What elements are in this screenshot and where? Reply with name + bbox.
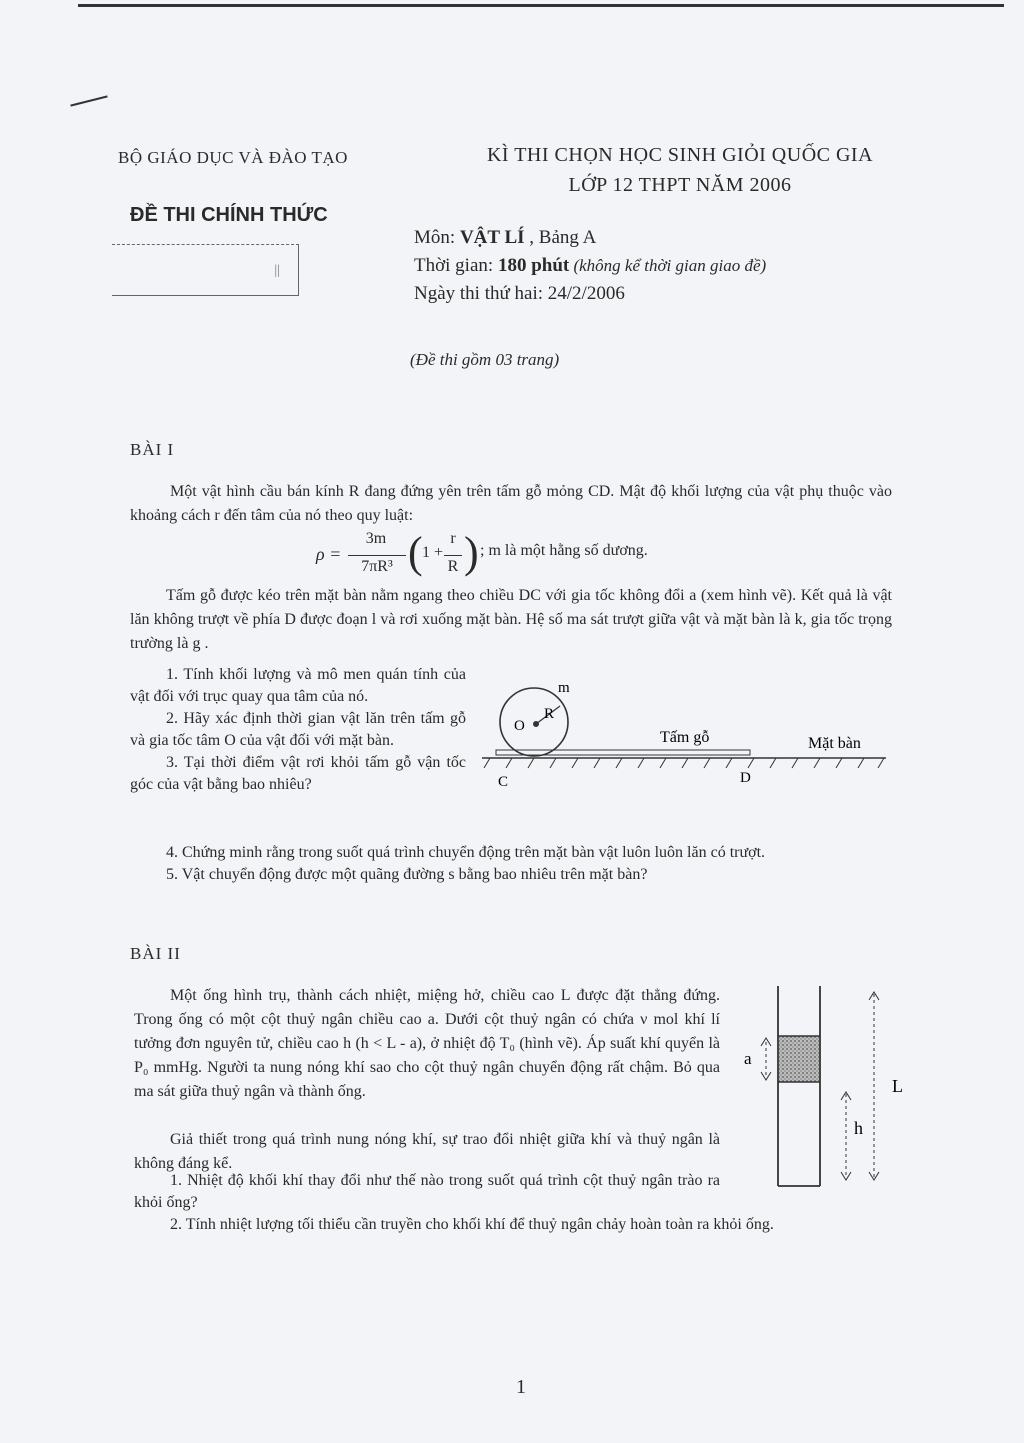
ministry-name: BỘ GIÁO DỤC VÀ ĐÀO TẠO [118, 148, 348, 167]
subject: VẬT LÍ [459, 227, 525, 248]
wooden-board [496, 750, 750, 755]
stamp-mark: || [274, 263, 280, 278]
subject-suffix: , Bảng A [524, 227, 597, 248]
subject-prefix: Môn: [414, 227, 460, 248]
formula-inner-bar [444, 555, 462, 556]
exam-title-line1: KÌ THI CHỌN HỌC SINH GIỎI QUỐC GIA [486, 144, 874, 166]
label-m: m [558, 680, 570, 696]
tube-diagram [734, 980, 914, 1192]
bai2-question-2 [134, 1214, 904, 1236]
label-a: a [744, 1049, 752, 1068]
time-line [414, 252, 766, 280]
sphere-board-diagram [478, 672, 892, 798]
formula-one-plus: 1 + [422, 544, 444, 561]
bai2-question-2-text: 2. Tính nhiệt lượng tối thiểu cần truyền cho khối khí để thuỷ ngân chảy hoàn toàn ra khỏi ống. [170, 1216, 774, 1233]
bai2-para2: Giả thiết trong quá trình nung nóng khí, sự trao đổi nhiệt giữa khí và thuỷ ngân là không đáng kể. [134, 1131, 720, 1172]
formula-inner-numerator: r [450, 530, 456, 547]
label-C: C [498, 774, 509, 790]
bai1-intro: Một vật hình cầu bán kính R đang đứng yên trên tấm gỗ mỏng CD. Mật độ khối lượng của vật phụ thuộc vào khoảng cách r đến tâm của nó theo quy luật: [130, 483, 892, 524]
label-table: Mặt bàn [808, 735, 861, 752]
section-heading-bai-1: BÀI I [130, 440, 175, 459]
date-line: Ngày thi thứ hai: 24/2/2006 [414, 283, 625, 304]
formula-inner-denominator: R [447, 558, 459, 575]
time-value: 180 phút [497, 255, 570, 276]
bai1-questions-left [130, 664, 466, 796]
formula-left-paren: ( [408, 528, 423, 577]
formula-denominator: 7πR³ [361, 558, 393, 575]
bai2-para1: Một ống hình trụ, thành cách nhiệt, miệng hở, chiều cao L được đặt thẳng đứng. Trong ống có một cột thuỷ ngân chiều cao a. Dưới cột thuỷ ngân có chứa ν mol khí lí tưởng đơn nguyên tử, chiều cao h (h < L - a), ở nhiệt độ T₀ (hình vẽ). Áp suất khí quyển là P₀ mmHg. Người ta nung nóng khí sao cho cột thuỷ ngân chuyển động rất chậm. Bỏ qua ma sát giữa thuỷ ngân và thành ống. [134, 987, 720, 1100]
label-board: Tấm gỗ [660, 729, 710, 746]
formula-fraction-bar [348, 555, 406, 556]
bai1-question-1: 1. Tính khối lượng và mô men quán tính của vật đối với trục quay qua tâm của nó. [130, 666, 466, 705]
table-hatching [484, 758, 884, 768]
formula-rho: ρ = [316, 544, 342, 564]
bai2-question-1-text: 1. Nhiệt độ khối khí thay đổi như thế nào trong suốt quá trình cột thuỷ ngân trào ra khỏi ống? [134, 1172, 720, 1211]
top-border-line [78, 4, 1004, 7]
formula-note: ; m là một hằng số dương. [480, 542, 648, 559]
time-prefix: Thời gian: [414, 255, 498, 276]
bai1-questions-full [130, 842, 892, 886]
bai2-question-1 [134, 1170, 720, 1214]
pages-note: (Đề thi gồm 03 trang) [410, 350, 560, 369]
stamp-box [112, 244, 299, 296]
exam-title-line2: LỚP 12 THPT NĂM 2006 [568, 174, 792, 196]
bai1-para2: Tấm gỗ được kéo trên mặt bàn nằm ngang theo chiều DC với gia tốc không đổi a (xem hình vẽ). Kết quả là vật lăn không trượt về phía D được đoạn l và rơi xuống mặt bàn. Hệ số ma sát trượt giữa vật và mặt bàn là k, gia tốc trọng trường là g . [130, 587, 892, 652]
official-label: ĐỀ THI CHÍNH THỨC [130, 204, 328, 226]
label-O: O [514, 718, 525, 734]
subject-line [414, 224, 766, 252]
density-formula [316, 528, 736, 584]
bai1-question-5: 5. Vật chuyển động được một quãng đường s bằng bao nhiêu trên mặt bàn? [166, 866, 648, 883]
exam-title [440, 140, 920, 200]
formula-numerator: 3m [365, 530, 387, 547]
exam-info [414, 224, 766, 308]
pen-mark [70, 95, 107, 106]
label-D: D [740, 770, 751, 786]
formula-right-paren: ) [464, 528, 479, 577]
bai1-question-3: 3. Tại thời điểm vật rơi khỏi tấm gỗ vận tốc góc của vật bằng bao nhiêu? [130, 754, 466, 793]
bai1-question-4: 4. Chứng minh rằng trong suốt quá trình chuyển động trên mặt bàn vật luôn luôn lăn có trượt. [166, 844, 766, 861]
label-L: L [892, 1076, 903, 1096]
time-note: (không kể thời gian giao đề) [569, 256, 767, 275]
section-heading-bai-2: BÀI II [130, 944, 181, 963]
label-R: R [544, 706, 555, 722]
label-h: h [854, 1118, 863, 1138]
bai1-question-2: 2. Hãy xác định thời gian vật lăn trên tấm gỗ và gia tốc tâm O của vật đối với mặt bàn. [130, 710, 466, 749]
mercury-column [779, 1036, 819, 1082]
page-number: 1 [516, 1376, 526, 1398]
